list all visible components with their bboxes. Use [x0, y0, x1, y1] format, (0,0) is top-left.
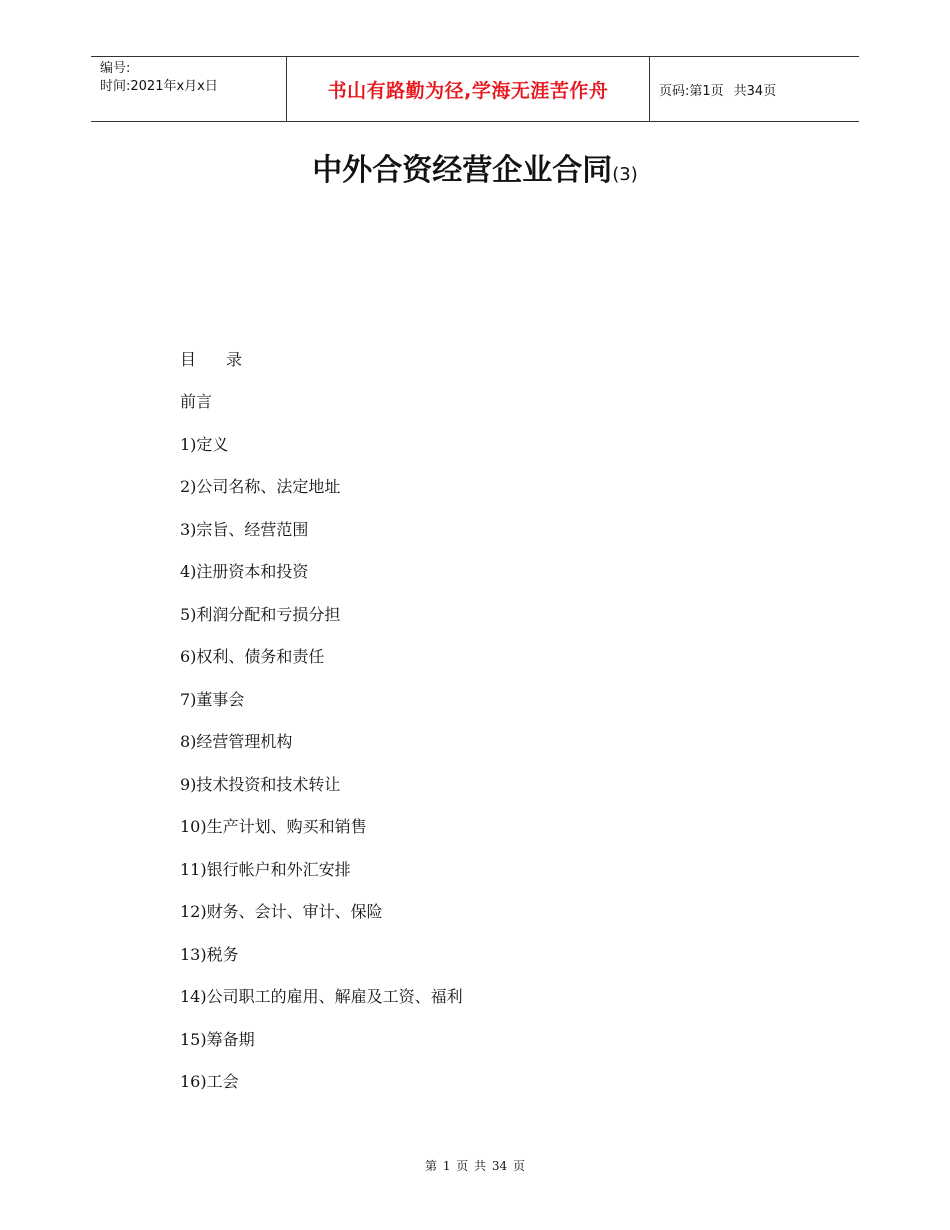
toc-item[interactable]: 15)筹备期 [180, 1029, 255, 1049]
page-footer: 第 1 页 共 34 页 [425, 1159, 525, 1173]
toc-item[interactable]: 1)定义 [180, 434, 229, 454]
toc-item[interactable]: 前言 [180, 392, 213, 411]
table-of-contents [180, 347, 463, 1112]
toc-item[interactable]: 4)注册资本和投资 [180, 562, 309, 581]
document-title-suffix: (3) [612, 164, 638, 185]
toc-item[interactable]: 13)税务 [180, 944, 239, 964]
toc-item[interactable]: 9)技术投资和技术转让 [180, 774, 341, 794]
header-meta [91, 57, 287, 121]
toc-item[interactable]: 10)生产计划、购买和销售 [180, 817, 367, 836]
toc-item[interactable]: 8)经营管理机构 [180, 732, 293, 751]
toc-item[interactable]: 2)公司名称、法定地址 [180, 477, 341, 496]
toc-item[interactable]: 12)财务、会计、审计、保险 [180, 902, 383, 921]
toc-item[interactable]: 7)董事会 [180, 689, 245, 709]
document-number-label: 编号: [100, 61, 131, 76]
toc-item[interactable]: 3)宗旨、经营范围 [180, 519, 309, 539]
header-page-number: 页码:第1页 [659, 83, 724, 99]
header-page-info [650, 57, 859, 121]
header-page-total: 共34页 [733, 83, 777, 99]
toc-item[interactable]: 11)银行帐户和外汇安排 [180, 859, 351, 879]
header-motto: 书山有路勤为径,学海无涯苦作舟 [287, 57, 650, 121]
toc-item[interactable]: 14)公司职工的雇用、解雇及工资、福利 [180, 987, 463, 1006]
toc-item[interactable]: 5)利润分配和亏损分担 [180, 604, 341, 624]
toc-item[interactable]: 16)工会 [180, 1072, 239, 1091]
document-title [0, 145, 950, 189]
toc-item[interactable]: 6)权利、债务和责任 [180, 647, 325, 666]
toc-heading [180, 347, 463, 389]
page-header [91, 56, 859, 122]
toc-heading-right: 录 [226, 350, 243, 369]
toc-heading-left: 目 [180, 350, 197, 369]
document-time-label: 时间:2021年x月x日 [100, 79, 218, 94]
document-title-text: 中外合资经营企业合同 [312, 153, 613, 188]
